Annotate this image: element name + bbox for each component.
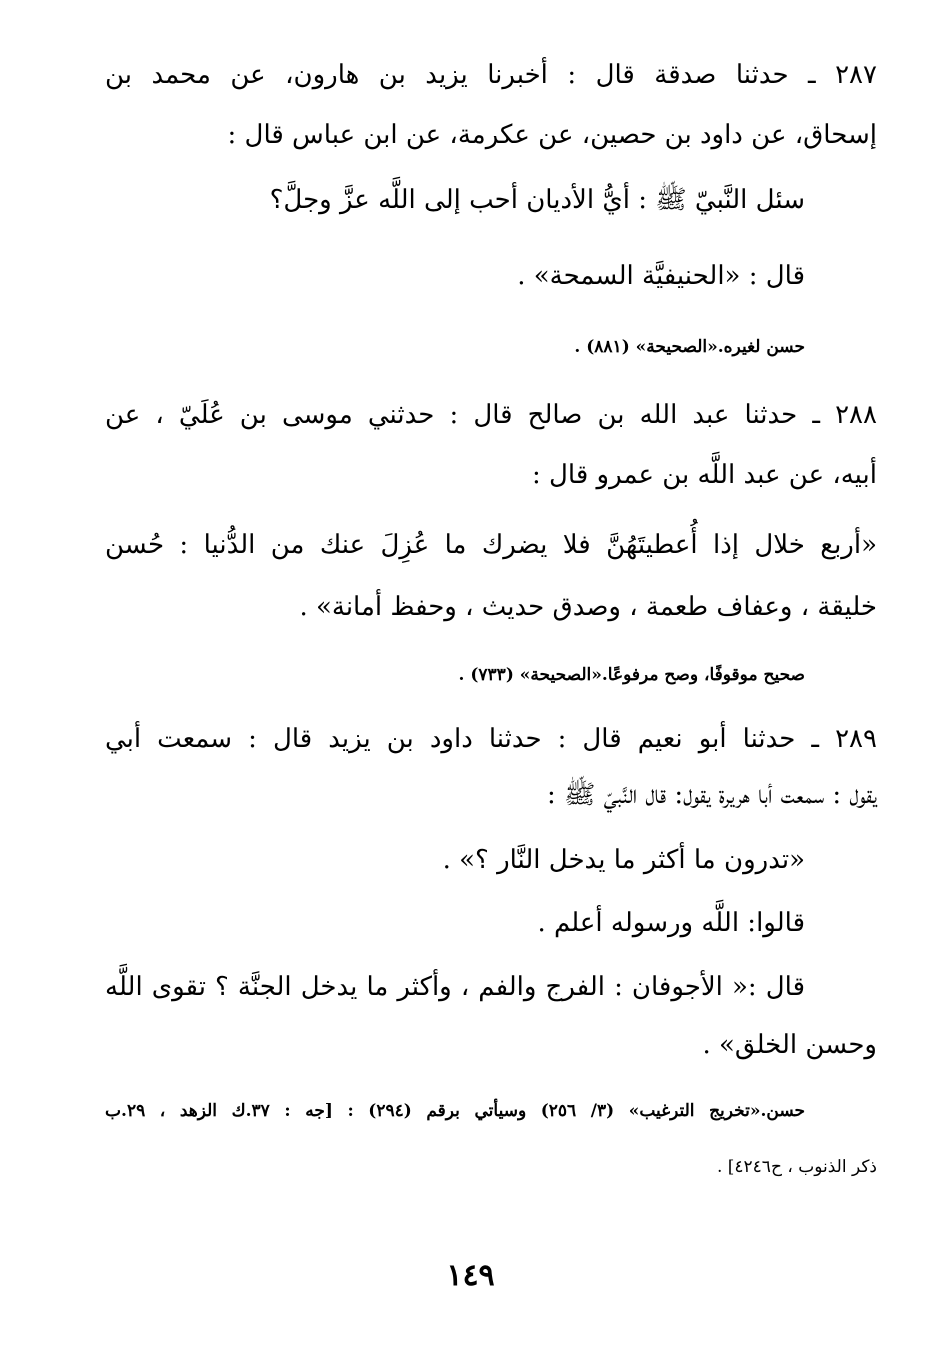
hadith-289-line-1: ٢٨٩ ـ حدثنا أبو نعيم قال : حدثنا داود بن يزيد قال : سمعت أبي: [105, 724, 877, 754]
hadith-287-question: سئل النَّبيّ ﷺ : أيُّ الأديان أحب إلى اللَّه عزَّ وجلَّ؟: [269, 185, 805, 215]
hadith-288-grading: صحيح موقوفًا، وصح مرفوعًا.«الصحيحة» (٧٣٣) .: [458, 665, 805, 685]
hadith-288-line-1: ٢٨٨ ـ حدثنا عبد الله بن صالح قال : حدثني موسى بن عُلَيّ ، عن: [105, 400, 877, 430]
hadith-289-grading-line-2: ذكر الذنوب ، ح٤٢٤٦] .: [716, 1157, 877, 1177]
hadith-288-line-2: أبيه، عن عبد اللَّه بن عمرو قال :: [532, 460, 877, 490]
hadith-287-line-1: ٢٨٧ ـ حدثنا صدقة قال : أخبرنا يزيد بن هارون، عن محمد بن: [105, 60, 877, 90]
hadith-287-answer: قال : «الحنيفيَّة السمحة» .: [517, 261, 805, 291]
hadith-289-answer-line-1: قال :« الأجوفان : الفرج والفم ، وأكثر ما يدخل الجنَّة ؟ تقوى اللَّه: [105, 972, 805, 1002]
hadith-287-line-2: إسحاق، عن داود بن حصين، عن عكرمة، عن ابن عباس قال :: [227, 120, 877, 150]
hadith-288-line-4: خليقة ، وعفاف طعمة ، وصدق حديث ، وحفظ أمانة» .: [299, 592, 877, 622]
hadith-287-grading: حسن لغيره.«الصحيحة» (٨٨١) .: [574, 337, 805, 357]
hadith-289-answer-line-2: وحسن الخلق» .: [702, 1030, 877, 1060]
page-number: ١٤٩: [446, 1258, 495, 1293]
hadith-288-line-3: «أربع خلال إذا أُعطيتَهُنَّ فلا يضرك ما عُزِلَ عنك من الدُّنيا : حُسن: [105, 530, 877, 560]
hadith-289-reply: قالوا: اللَّه ورسوله أعلم .: [537, 908, 805, 938]
hadith-289-question: «تدرون ما أكثر ما يدخل النَّار ؟» .: [442, 845, 805, 875]
hadith-289-grading-line-1: حسن.«تخريج الترغيب» (٣/ ٢٥٦) وسيأتي برقم (٢٩٤) : [جه : ٣٧.ك الزهد ، ٢٩.ب: [105, 1101, 806, 1121]
hadith-289-line-2: يقول : سمعت أبا هريرة يقول: قال النَّبيّ ﷺ :: [546, 780, 877, 810]
